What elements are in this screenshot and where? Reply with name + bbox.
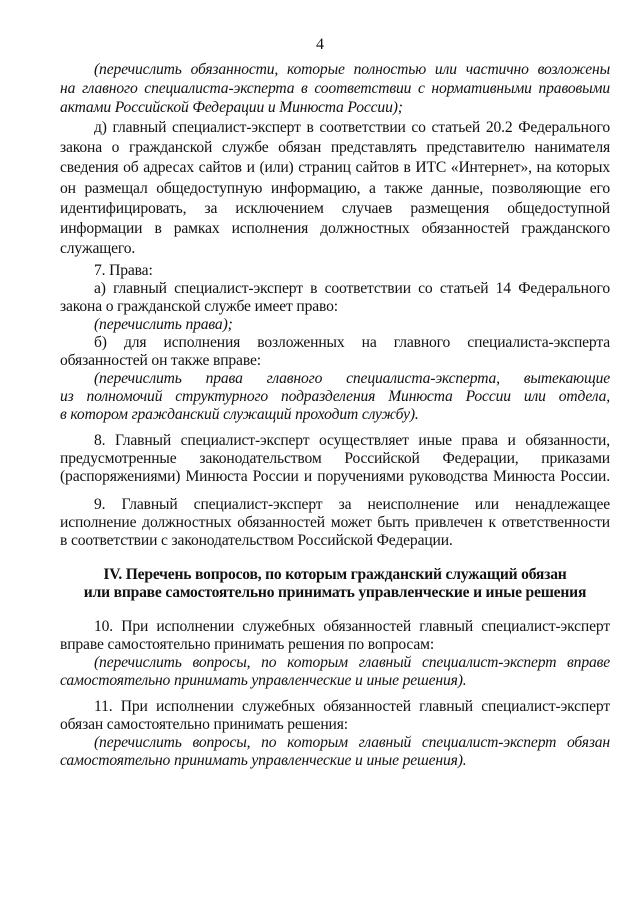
text-line: закона о гражданской службе обязан представлять представителю нанимателя [60, 139, 610, 156]
text-line: информации в рамках исполнения должностных обязанностей гражданского [60, 220, 610, 237]
text-line: в соответствии с законодательством Российской Федерации. [60, 532, 453, 549]
text-line: идентифицировать, за исключением случаев размещения общедоступной [60, 200, 610, 217]
text-line: он размещал общедоступную информацию, а также данные, позволяющие его [60, 180, 610, 197]
text-line: предусмотренные законодательством Российской Федерации, приказами [60, 450, 610, 467]
text-line: 9. Главный специалист-эксперт за неисполнение или ненадлежащее [94, 496, 610, 513]
text-line: из полномочий структурного подразделения Минюста России или отдела, [60, 388, 610, 405]
text-line: обязанностей он также вправе: [60, 352, 261, 369]
heading-line: IV. Перечень вопросов, по которым гражданский служащий обязан [103, 566, 567, 583]
page-number: 4 [316, 36, 324, 53]
text-line: в котором гражданский служащий проходит службу). [60, 406, 419, 423]
text-line: самостоятельно принимать управленческие и иные решения). [60, 752, 467, 769]
text-line: 11. При исполнении служебных обязанностей главный специалист-эксперт [94, 698, 610, 715]
text-line: 8. Главный специалист-эксперт осуществляет иные права и обязанности, [94, 432, 610, 449]
text-line: б) для исполнения возложенных на главного специалиста-эксперта [94, 334, 610, 351]
text-line: (распоряжениями) Минюста России и поручениями руководства Минюста России. [60, 468, 610, 485]
text-line: 7. Права: [94, 262, 153, 279]
heading-line: или вправе самостоятельно принимать управленческие и иные решения [83, 584, 587, 601]
text-line: самостоятельно принимать управленческие и иные решения). [60, 672, 467, 689]
text-line: (перечислить вопросы, по которым главный специалист-эксперт обязан [94, 734, 610, 751]
text-line: исполнение должностных обязанностей может быть привлечен к ответственности [60, 514, 610, 531]
text-line: (перечислить права главного специалиста-эксперта, вытекающие [94, 370, 610, 387]
text-line: актами Российской Федерации и Минюста России); [60, 99, 403, 116]
text-line: закона о гражданской службе имеет право: [60, 298, 338, 315]
text-line: сведения об адресах сайтов и (или) страниц сайтов в ИТС «Интернет», на которых [60, 159, 610, 176]
text-line: вправе самостоятельно принимать решения по вопросам: [60, 636, 435, 653]
text-line: д) главный специалист-эксперт в соответствии со статьей 20.2 Федерального [94, 119, 610, 136]
text-line: (перечислить вопросы, по которым главный специалист-эксперт вправе [94, 654, 610, 671]
text-line: служащего. [60, 240, 136, 257]
text-line: (перечислить обязанности, которые полностью или частично возложены [94, 61, 610, 78]
text-line: 10. При исполнении служебных обязанностей главный специалист-эксперт [94, 618, 610, 635]
text-line: обязан самостоятельно принимать решения: [60, 716, 348, 733]
text-line: (перечислить права); [94, 316, 233, 333]
text-line: а) главный специалист-эксперт в соответствии со статьей 14 Федерального [94, 280, 610, 297]
text-line: на главного специалиста-эксперта в соответствии с нормативными правовыми [60, 80, 610, 97]
